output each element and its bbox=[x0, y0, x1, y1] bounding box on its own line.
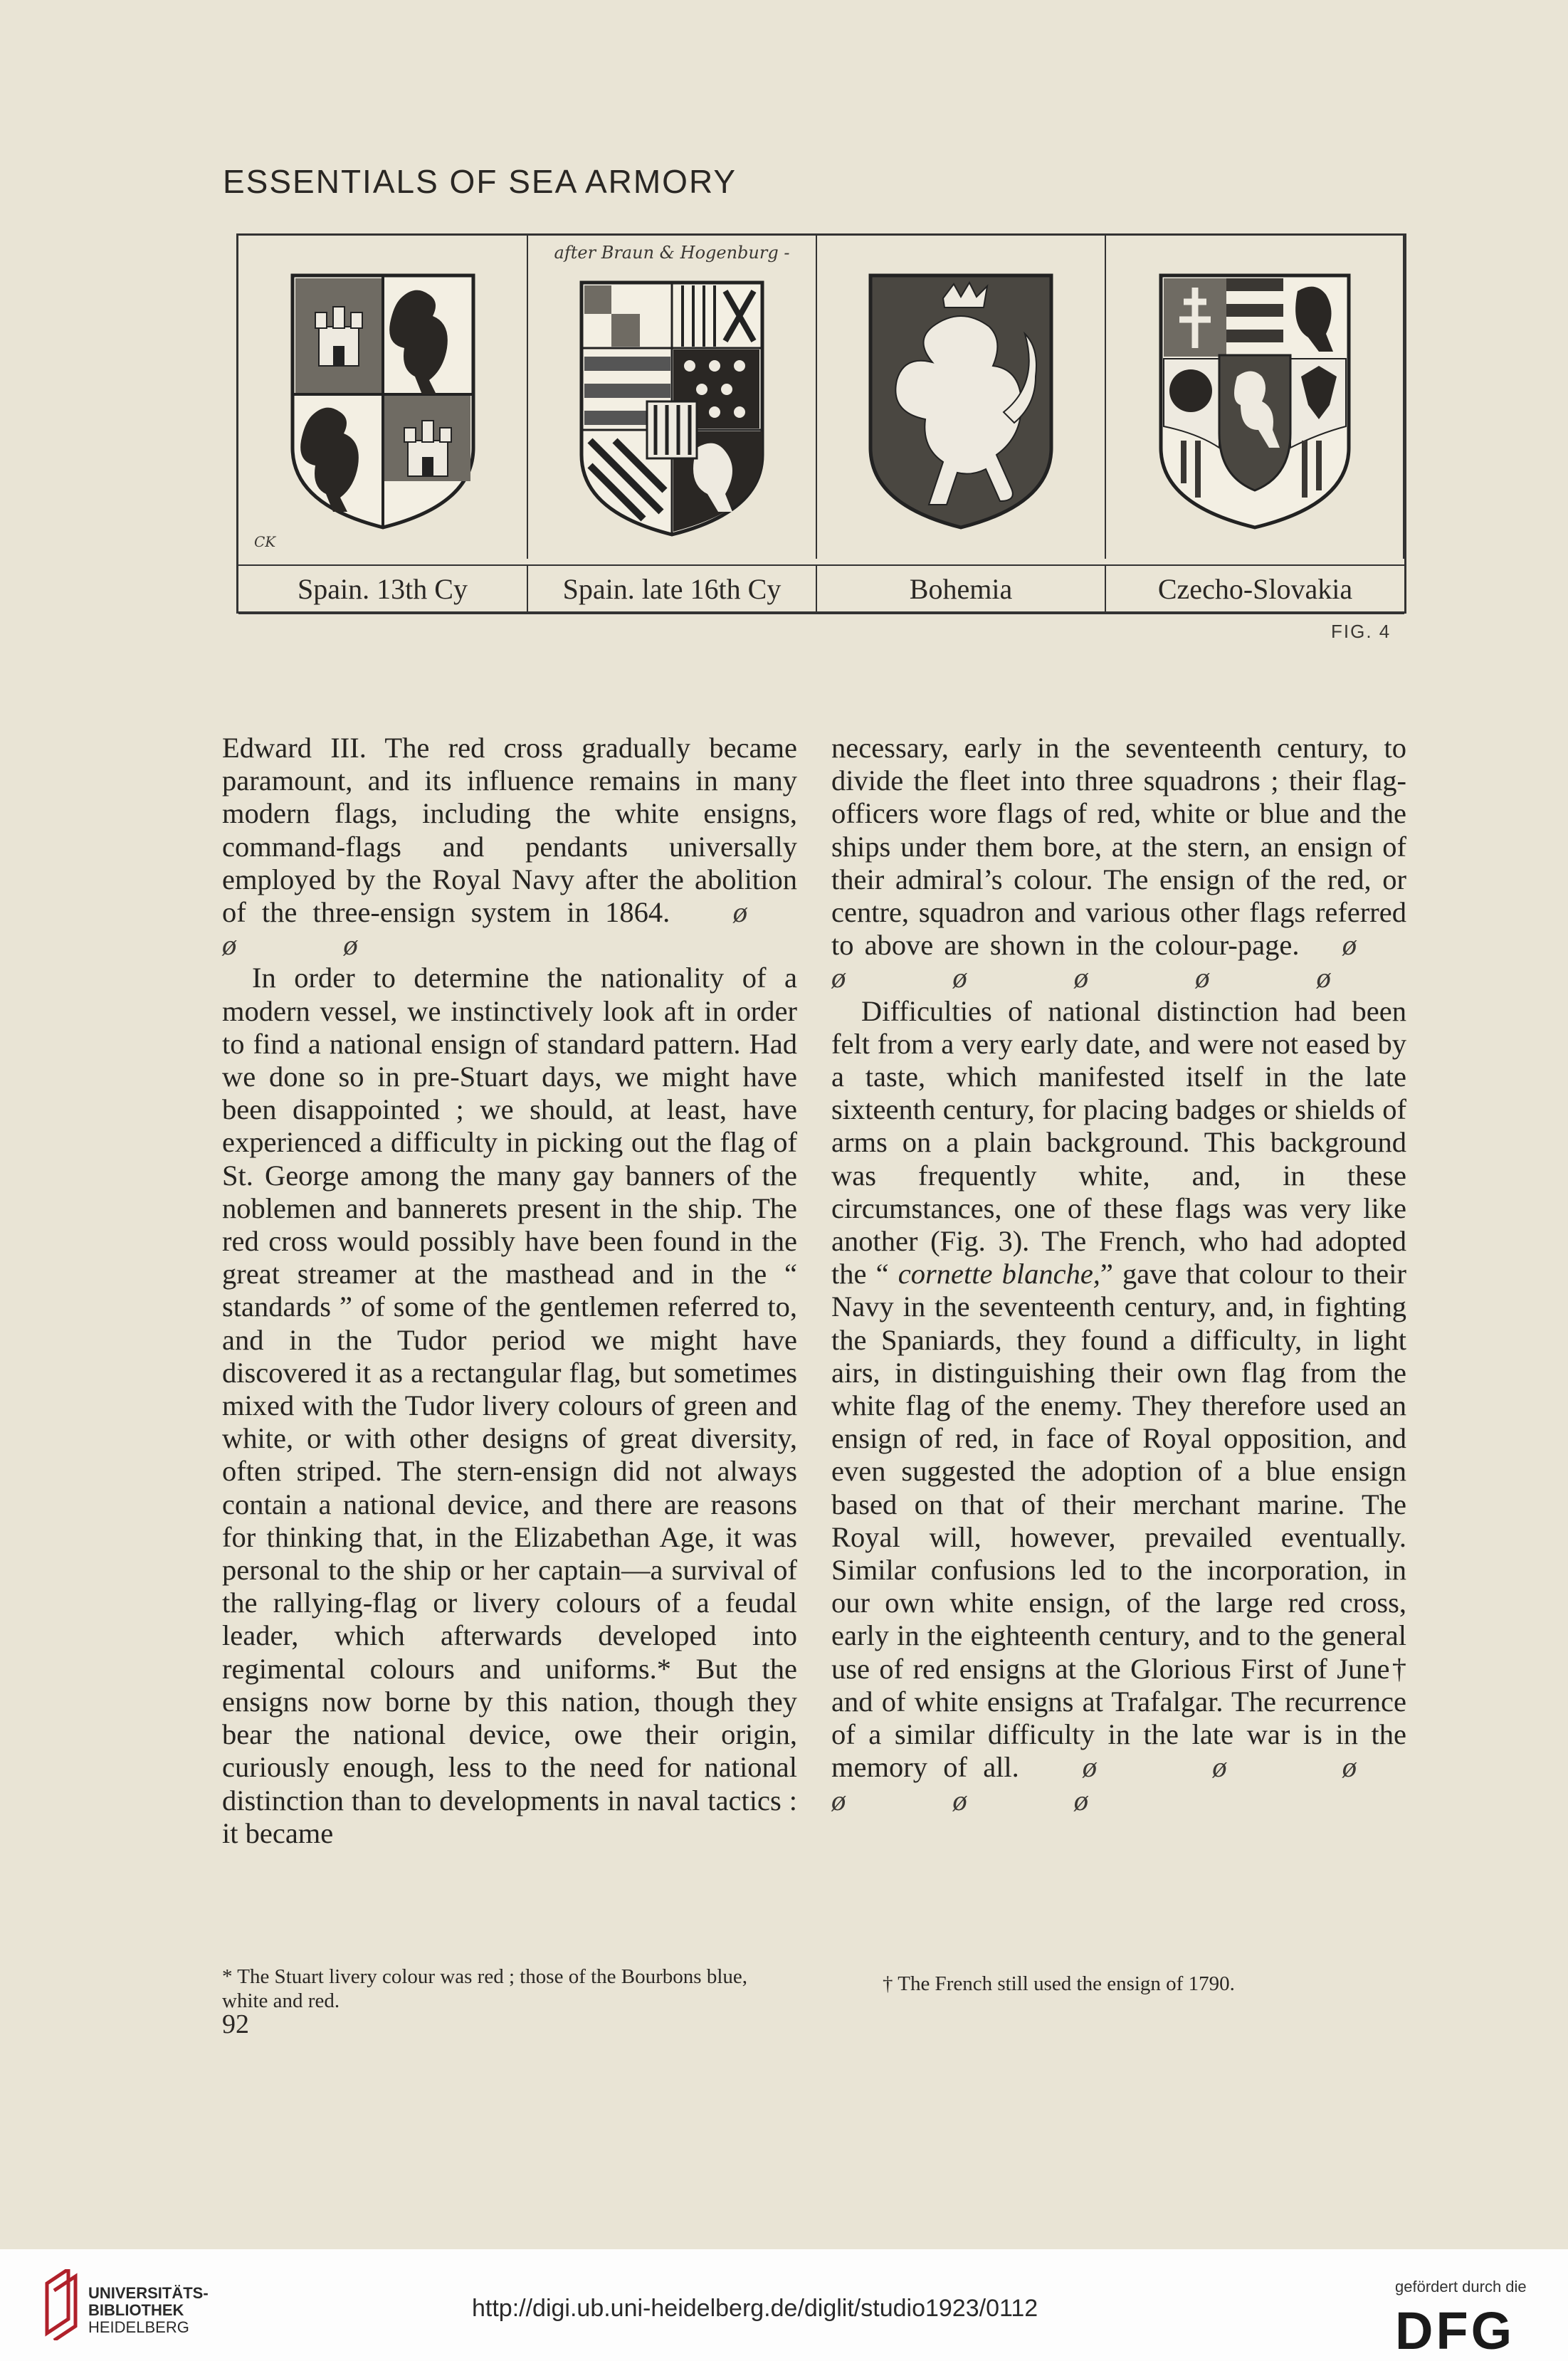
right-paragraph-1 bbox=[831, 732, 1406, 995]
figure-number: FIG. 4 bbox=[1331, 621, 1391, 642]
spain-13th-century-shield-icon bbox=[287, 270, 479, 533]
digitization-footer bbox=[0, 2249, 1568, 2361]
figure-panel-spain-late-16th bbox=[528, 236, 817, 559]
paragraph-ornament: ø ø ø ø ø ø bbox=[831, 929, 1406, 994]
figure-panel-czecho-slovakia bbox=[1106, 236, 1404, 559]
figure-panel-spain-13th bbox=[238, 236, 528, 559]
dfg-logo: DFG bbox=[1395, 2301, 1515, 2360]
right-paragraph-2 bbox=[831, 995, 1406, 1817]
paragraph-ornament: ø ø ø bbox=[222, 896, 798, 962]
page-number: 92 bbox=[222, 2009, 249, 2039]
figure-panel-bohemia bbox=[817, 236, 1106, 559]
source-url-link[interactable]: http://digi.ub.uni-heidelberg.de/diglit/studio1923/0112 bbox=[472, 2295, 1038, 2322]
left-footnote: * The Stuart livery colour was red ; those of the Bourbons blue, white and red. bbox=[222, 1965, 748, 2012]
caption-czecho-slovakia: Czecho-Slovakia bbox=[1157, 573, 1353, 605]
library-name bbox=[88, 2285, 209, 2336]
left-paragraph-1-text: Edward III. The red cross gradually became paramount, and its influence remains in many modern flags, including the white ensigns, command-flags and pendants universally employed by the Royal Navy after the abolition of the three-ensign system in 1864. bbox=[222, 732, 797, 929]
figure-caption-row bbox=[238, 564, 1404, 614]
spain-late-16th-century-shield-icon bbox=[576, 277, 768, 540]
running-head: ESSENTIALS OF SEA ARMORY bbox=[223, 163, 737, 200]
caption-spain-late-16th: Spain. late 16th Cy bbox=[528, 566, 817, 613]
left-paragraph-2: In order to determine the nationality of a modern vessel, we instinctively look aft in order to find a national ensign of standard pattern. Had we done so in pre-Stuart days, we might have been disappointed ; we should, at least, have experienced a difficulty in picking out the flag of St. George among the many gay banners of the noblemen and bannerets present in the ship. The red cross would possibly have been found in the great streamer at the masthead and in the “ standards ” of some of the gentlemen referred to, and in the Tudor period we might have discovered it as a rectangular flag, but sometimes mixed with the Tudor livery colours of green and white, or with other designs of great diversity, often striped. The stern-ensign did not always contain a national device, and there are reasons for thinking that, in the Elizabethan Age, it was personal to the ship or her captain—a survival of the rallying-flag or livery colours of a feudal leader, which afterwards developed into regimental colours and uniforms.* But the ensigns now borne by this nation, though they bear the national device, owe their origin, curiously enough, less to the need for national distinction than to developments in naval tactics : it became bbox=[222, 962, 797, 1849]
right-paragraph-1-text: necessary, early in the seventeenth century, to divide the fleet into three squadrons ; their flag-officers wore flags of red, white or blue and the ships under them bore, at the stern, an ensign of their admiral’s colour. The ensign of the red, or centre, squadron and various other flags referred to above are shown in the colour-page. bbox=[831, 732, 1406, 962]
funding-note: gefördert durch die bbox=[1395, 2278, 1527, 2296]
right-paragraph-2-text-cont: ” gave that colour to their Navy in the seventeenth century, and, in fighting the Spaniards, they found a difficulty, in light airs, in distinguishing their own flag from the white flag of the enemy. They therefore used an ensign of red, in face of Royal opposition, and even suggested the adoption of a blue ensign based on that of their merchant marine. The Royal will, however, prevailed eventually. Similar confusions led to the incorporation, in our own white ensign, of the large red cross, early in the eighteenth century, and to the general use of red ensigns at the Glorious First of June† and of white ensigns at Trafalgar. The recurrence of a similar difficulty in the late war is in the memory of all. bbox=[831, 1258, 1406, 1784]
right-paragraph-2-text: Difficulties of national distinction had been felt from a very early date, and were not eased by a taste, which manifested itself in the late sixteenth century, for placing badges or shields of arms on a plain background. This background was frequently white, and, in these circumstances, one of these flags was very like another (Fig. 3). The French, who had adopted the “ bbox=[831, 994, 1406, 1290]
right-footnote: † The French still used the ensign of 1790. bbox=[883, 1972, 1235, 1995]
library-line-2: BIBLIOTHEK bbox=[88, 2301, 184, 2319]
czecho-slovakia-shield-icon bbox=[1155, 270, 1354, 533]
figure-plate bbox=[236, 233, 1406, 614]
library-line-3: HEIDELBERG bbox=[88, 2318, 189, 2336]
library-line-1: UNIVERSITÄTS- bbox=[88, 2284, 209, 2302]
caption-bohemia: Bohemia bbox=[817, 566, 1106, 613]
paragraph-ornament: ø ø ø ø ø ø bbox=[831, 1751, 1406, 1816]
figure-attribution: after Braun & Hogenburg - bbox=[554, 243, 790, 263]
illustrator-initials: CK bbox=[254, 533, 276, 550]
bohemia-lion-shield-icon bbox=[865, 270, 1057, 533]
right-text-column bbox=[831, 732, 1406, 1817]
italic-phrase: cornette blanche, bbox=[898, 1258, 1100, 1290]
caption-spain-13th: Spain. 13th Cy bbox=[238, 566, 528, 613]
left-text-column bbox=[222, 732, 797, 1850]
left-paragraph-1 bbox=[222, 732, 797, 962]
ub-heidelberg-logo-icon bbox=[40, 2269, 83, 2340]
